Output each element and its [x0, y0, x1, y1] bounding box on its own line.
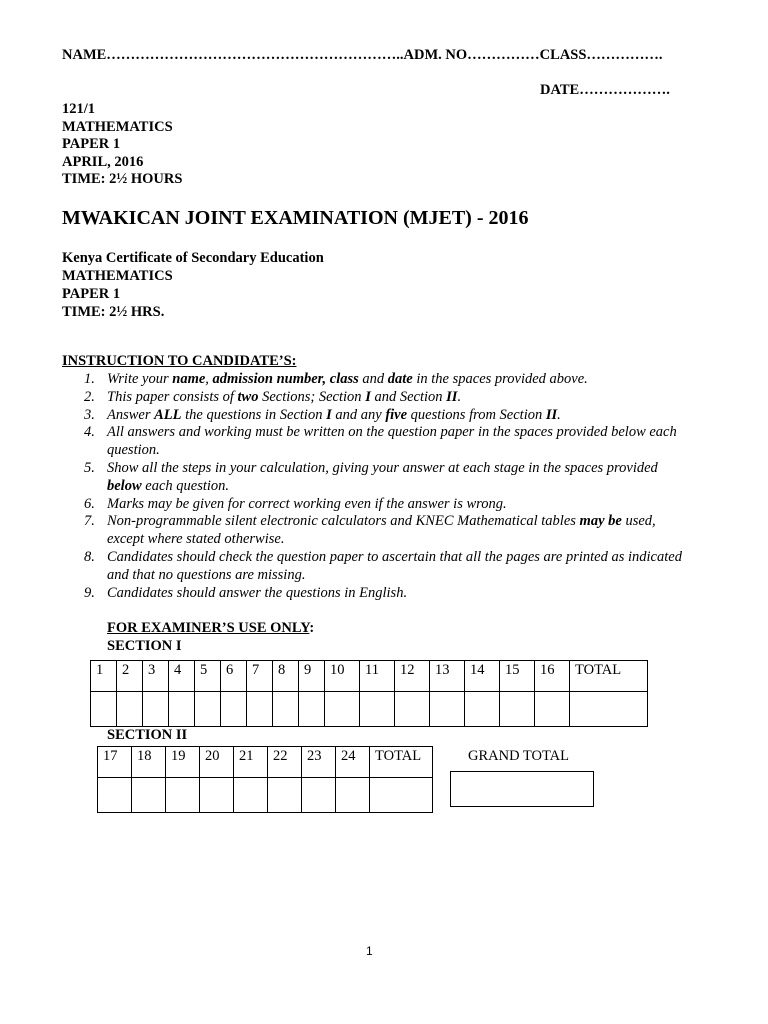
instruction-text: admission number, class [212, 371, 359, 387]
instruction-item [62, 424, 682, 460]
marks-column-header: 18 [132, 747, 166, 778]
page-number: 1 [366, 944, 373, 958]
instruction-text: five [385, 406, 408, 423]
instruction-text: Answer [107, 406, 155, 423]
marks-column-header: 3 [143, 661, 169, 692]
marks-score-cell[interactable] [132, 778, 166, 813]
marks-column-header: 22 [268, 747, 302, 778]
instruction-number: 6. [84, 495, 95, 512]
marks-score-cell[interactable] [395, 692, 430, 727]
instruction-item [62, 407, 682, 425]
instruction-text: two [237, 388, 259, 405]
marks-column-header: 21 [234, 747, 268, 778]
instruction-text: in the spaces provided above. [412, 371, 588, 387]
instruction-number: 3. [84, 406, 95, 423]
marks-score-cell[interactable] [166, 778, 200, 813]
marks-score-cell[interactable] [117, 692, 143, 727]
instruction-text: Show all the steps in your calculation, giving your answer at each stage in the spaces provided [107, 459, 658, 476]
grand-total-label: GRAND TOTAL [468, 748, 570, 764]
kcse-subject: MATHEMATICS [62, 268, 173, 284]
instruction-text: Sections; Section [258, 388, 366, 405]
instruction-text: II [545, 406, 558, 423]
marks-score-cell[interactable] [325, 692, 360, 727]
paper-time: TIME: 2½ HOURS [62, 171, 183, 187]
marks-score-cell[interactable] [360, 692, 395, 727]
examiner-title-colon: : [309, 620, 315, 636]
instruction-number: 5. [84, 459, 95, 476]
kcse-time: TIME: 2½ HRS. [62, 304, 165, 320]
marks-score-cell[interactable] [299, 692, 325, 727]
marks-score-cell[interactable] [169, 692, 195, 727]
section2-marks-table [97, 746, 433, 813]
instructions-list [62, 371, 682, 602]
section1-score-row [91, 692, 648, 727]
instruction-text: each question. [141, 477, 230, 494]
marks-column-header: 2 [117, 661, 143, 692]
marks-score-cell[interactable] [302, 778, 336, 813]
paper-date: APRIL, 2016 [62, 153, 144, 170]
instruction-text: II [446, 388, 458, 405]
marks-column-header: 10 [325, 661, 360, 692]
instruction-number: 8. [84, 548, 95, 565]
instructions-title [62, 353, 296, 370]
kcse-paper: PAPER 1 [62, 286, 121, 302]
marks-column-header: 16 [535, 661, 570, 692]
marks-column-header: 17 [98, 747, 132, 778]
name-adm-class-line: NAME……………………………………………………..ADM. NO……………CLASS……………. [62, 47, 663, 63]
marks-column-header: 19 [166, 747, 200, 778]
paper-code: 121/1 [62, 101, 96, 117]
marks-column-header: TOTAL [370, 747, 433, 778]
paper-subject: MATHEMATICS [62, 118, 173, 135]
exam-title: MWAKICAN JOINT EXAMINATION (MJET) - 2016 [62, 207, 529, 229]
marks-column-header: 24 [336, 747, 370, 778]
section2-score-row [98, 778, 433, 813]
marks-score-cell[interactable] [200, 778, 234, 813]
marks-score-cell[interactable] [234, 778, 268, 813]
paper-number: PAPER 1 [62, 136, 121, 152]
instruction-text: used, except where stated otherwise. [107, 513, 656, 548]
section2-header-row [98, 747, 433, 778]
marks-column-header: 9 [299, 661, 325, 692]
instruction-text: and any [331, 406, 386, 423]
instruction-text: Write your [107, 371, 173, 387]
kcse-certificate: Kenya Certificate of Secondary Education [62, 250, 324, 266]
marks-column-header: 13 [430, 661, 465, 692]
instruction-text: and [358, 371, 388, 387]
section1-marks-table [90, 660, 648, 727]
instruction-text: Candidates should check the question paper to ascertain that all the pages are printed as indicated and that no questions are missing. [107, 548, 682, 583]
marks-column-header: TOTAL [570, 661, 648, 692]
instruction-text: name [172, 371, 206, 387]
marks-score-cell[interactable] [221, 692, 247, 727]
marks-score-cell[interactable] [91, 692, 117, 727]
section1-header-row [91, 661, 648, 692]
marks-score-cell[interactable] [336, 778, 370, 813]
instruction-item [62, 371, 682, 389]
marks-column-header: 12 [395, 661, 430, 692]
instruction-item [62, 513, 682, 549]
marks-score-cell[interactable] [535, 692, 570, 727]
marks-column-header: 20 [200, 747, 234, 778]
section1-label: SECTION I [107, 638, 182, 654]
marks-column-header: 14 [465, 661, 500, 692]
instruction-item [62, 460, 682, 496]
instruction-text: may be [579, 513, 622, 530]
marks-column-header: 1 [91, 661, 117, 692]
marks-score-cell[interactable] [247, 692, 273, 727]
kcse-info [62, 249, 324, 321]
examiner-title-text: FOR EXAMINER’S USE ONLY [107, 620, 310, 636]
marks-column-header: 5 [195, 661, 221, 692]
marks-column-header: 6 [221, 661, 247, 692]
instruction-text: This paper consists of [107, 388, 238, 405]
date-line: DATE………………. [540, 82, 670, 98]
marks-score-cell[interactable] [143, 692, 169, 727]
instruction-text: date [387, 371, 413, 387]
examiner-title [107, 620, 314, 637]
instruction-text: and Section [370, 388, 447, 405]
instruction-text: All answers and working must be written on the question paper in the spaces provided below each question. [107, 424, 677, 459]
instruction-number: 4. [84, 424, 95, 441]
marks-score-cell[interactable] [195, 692, 221, 727]
instruction-number: 7. [84, 513, 95, 530]
instruction-text: Marks may be given for correct working even if the answer is wrong. [107, 495, 507, 512]
instruction-text: the questions in Section [181, 406, 327, 423]
grand-total-box [450, 771, 594, 807]
instruction-text: I [326, 406, 332, 423]
instruction-text: ALL [154, 406, 182, 423]
instruction-number: 1. [84, 371, 95, 387]
marks-column-header: 15 [500, 661, 535, 692]
marks-score-cell[interactable] [465, 692, 500, 727]
instruction-text: I [365, 388, 371, 405]
instruction-item [62, 496, 682, 514]
instruction-item [62, 585, 682, 603]
paper-info [62, 101, 182, 189]
marks-score-cell[interactable] [430, 692, 465, 727]
marks-column-header: 11 [360, 661, 395, 692]
marks-column-header: 23 [302, 747, 336, 778]
section2-label: SECTION II [107, 727, 188, 743]
marks-column-header: 8 [273, 661, 299, 692]
marks-score-cell[interactable] [570, 692, 648, 727]
instruction-item [62, 549, 682, 585]
instruction-text: questions from Section [407, 406, 546, 423]
marks-score-cell[interactable] [273, 692, 299, 727]
instruction-text: below [107, 477, 142, 494]
instruction-item [62, 389, 682, 407]
marks-column-header: 7 [247, 661, 273, 692]
marks-score-cell[interactable] [370, 778, 433, 813]
instruction-text: Candidates should answer the questions in English. [107, 584, 408, 601]
marks-score-cell[interactable] [268, 778, 302, 813]
marks-column-header: 4 [169, 661, 195, 692]
instruction-text: Non-programmable silent electronic calculators and KNEC Mathematical tables [107, 513, 580, 530]
instruction-text: . [457, 388, 462, 405]
instruction-number: 2. [84, 388, 95, 405]
instruction-number: 9. [84, 584, 95, 601]
instructions-title-colon: : [291, 353, 297, 369]
instructions-title-text: INSTRUCTION TO CANDIDATE’S [62, 353, 292, 369]
instruction-text: , [205, 371, 213, 387]
marks-score-cell[interactable] [500, 692, 535, 727]
instruction-text: . [557, 406, 561, 423]
marks-score-cell[interactable] [98, 778, 132, 813]
